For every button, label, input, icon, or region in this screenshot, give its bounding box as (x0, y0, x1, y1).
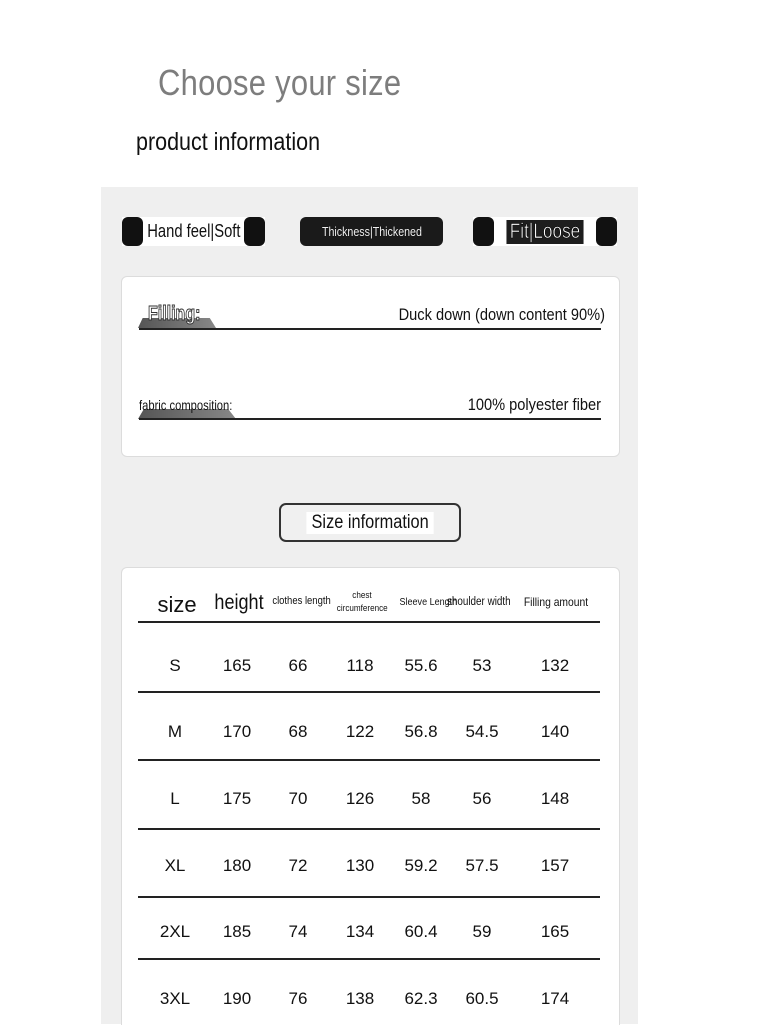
header-sleeve-length: Sleeve Length (399, 596, 458, 608)
material-info-card (121, 276, 620, 457)
cell-clothes-length: 68 (288, 722, 308, 741)
cell-clothes-length: 74 (288, 922, 308, 941)
cell-chest: 130 (345, 856, 375, 875)
cell-filling: 148 (540, 789, 570, 808)
fabric-label: fabric composition: (139, 397, 233, 413)
tag-hand-feel (122, 217, 265, 246)
cell-size: 2XL (159, 922, 191, 941)
cell-height: 175 (222, 789, 252, 808)
header-chest-circumference: chest circumference (336, 590, 388, 613)
page-title: Choose your size (158, 62, 402, 103)
cell-height: 165 (222, 656, 252, 675)
cell-chest: 138 (345, 989, 375, 1008)
filling-label: Filling: (148, 303, 201, 325)
row-divider (138, 691, 600, 693)
cell-size: M (167, 722, 183, 741)
cell-chest: 118 (346, 656, 374, 675)
cell-shoulder: 56 (472, 789, 492, 808)
cell-shoulder: 59 (472, 922, 492, 941)
cell-clothes-length: 72 (288, 856, 308, 875)
cell-filling: 132 (540, 656, 570, 675)
header-clothes-length: clothes length (272, 595, 331, 607)
header-shoulder-width: shoulder width (446, 596, 511, 608)
size-information-button[interactable] (279, 503, 461, 542)
header-filling-amount: Filling amount (523, 595, 589, 609)
cell-shoulder: 60.5 (465, 989, 499, 1008)
tag-label: Thickness|Thickened (321, 224, 422, 239)
fabric-value: 100% polyester fiber (467, 395, 601, 414)
tag-label: Hand feel|Soft (146, 221, 241, 241)
tag-cap-left (122, 217, 143, 246)
header-size: size (157, 592, 197, 617)
cell-shoulder: 54.5 (465, 722, 499, 741)
tag-thickness (300, 217, 443, 246)
cell-chest: 134 (345, 922, 375, 941)
tag-cap-right (596, 217, 617, 246)
cell-filling: 174 (540, 989, 570, 1008)
tag-cap-left (473, 217, 494, 246)
cell-shoulder: 57.5 (465, 856, 499, 875)
cell-size: 3XL (159, 989, 191, 1008)
tag-fit (473, 217, 617, 246)
cell-size: S (169, 656, 181, 675)
cell-clothes-length: 70 (288, 789, 308, 808)
row-divider (138, 828, 600, 830)
cell-filling: 165 (540, 922, 570, 941)
cell-chest: 122 (345, 722, 375, 741)
cell-clothes-length: 76 (288, 989, 308, 1008)
cell-height: 170 (222, 722, 252, 741)
cell-sleeve: 62.3 (404, 989, 438, 1008)
cell-filling: 157 (540, 856, 570, 875)
cell-sleeve: 56.8 (404, 722, 438, 741)
cell-sleeve: 60.4 (404, 922, 438, 941)
cell-height: 180 (222, 856, 252, 875)
size-information-label: Size information (306, 512, 433, 534)
cell-size: L (170, 789, 180, 808)
cell-clothes-length: 66 (288, 656, 308, 675)
row-divider (138, 958, 600, 960)
row-divider (138, 896, 600, 898)
section-subtitle: product information (136, 128, 321, 156)
tag-label: Fit|Loose (506, 220, 583, 244)
header-height: height (214, 591, 264, 614)
cell-shoulder: 53 (472, 656, 492, 675)
tag-cap-right (244, 217, 265, 246)
cell-filling: 140 (540, 722, 570, 741)
cell-sleeve: 59.2 (404, 856, 438, 875)
cell-sleeve: 55.6 (404, 656, 438, 675)
cell-height: 190 (222, 989, 252, 1008)
cell-height: 185 (222, 922, 252, 941)
fabric-divider (139, 418, 601, 420)
cell-chest: 126 (345, 789, 375, 808)
table-header-divider (138, 621, 600, 623)
filling-divider (139, 328, 601, 330)
filling-value: Duck down (down content 90%) (398, 305, 605, 324)
cell-size: XL (164, 856, 186, 875)
row-divider (138, 759, 600, 761)
cell-sleeve: 58 (411, 789, 431, 808)
